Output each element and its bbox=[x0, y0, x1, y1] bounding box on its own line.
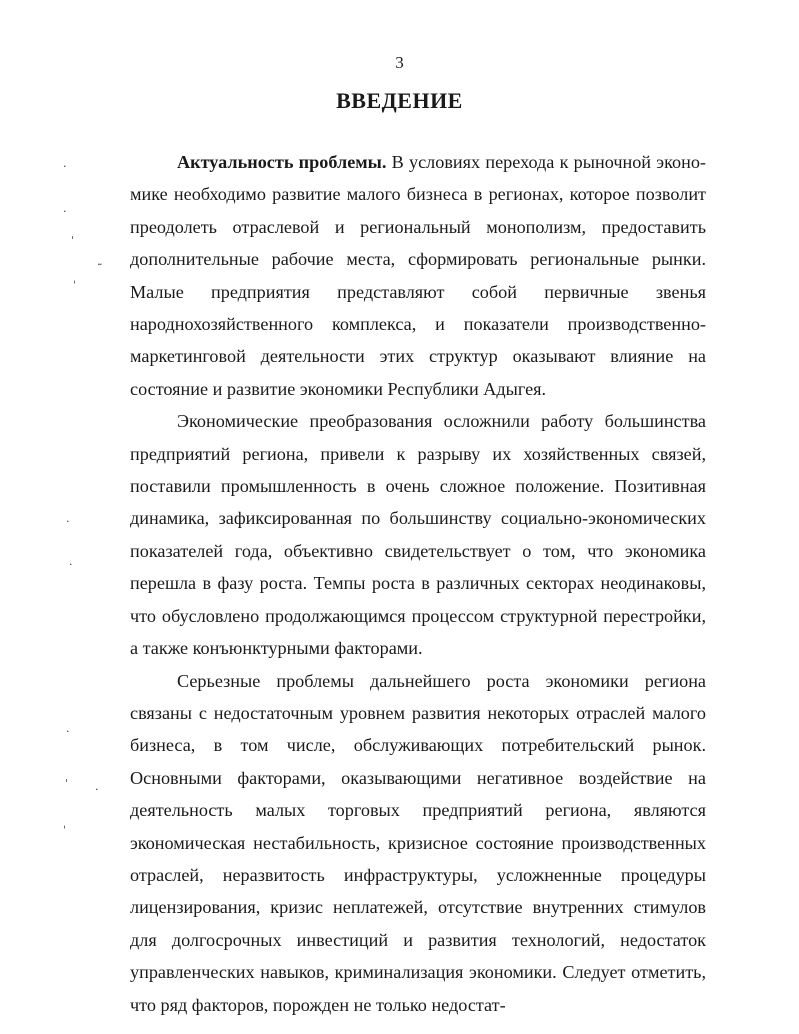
document-body bbox=[130, 146, 706, 1021]
page-title: ВВЕДЕНИЕ bbox=[336, 88, 463, 113]
paragraph-economic-reforms: Экономические преобразования осложнили работу большинства предприятий региона, привели к разрыву их хозяйственных связей, поставили промышленность в очень сложное положение. Позитивная динамика, зафиксированная по большинству социально-экономических показателей года, объективно свидетельствует о том, что экономика перешла в фазу роста. Темпы роста в различных секторах неодинаковы, что обусловлено продолжающимся процессом структурной перестройки, а также конъюнктурными факторами. bbox=[130, 411, 706, 659]
page-number: 3 bbox=[395, 53, 404, 72]
scan-speck: · bbox=[66, 725, 70, 738]
paragraph-relevance bbox=[130, 146, 706, 405]
paragraph-growth-problems: Серьезные проблемы дальнейшего роста экономики региона связаны с недостаточным уровнем развития некоторых отраслей малого бизнеса, в том числе, обслуживающих потребительский рынок. Основными факторами, оказывающими негативное воздействие на деятельность малых торговых предприятий региона, являются экономическая нестабильность, кризисное состояние производственных отраслей, неразвитость инфраструктуры, усложненные процедуры лицензирования, кризис неплатежей, отсутствие внутренних стимулов для долгосрочных инвестиций и развития технологий, недостаток управленческих навыков, криминализация экономики. Следует отметить, что ряд факторов, порожден не только недостат- bbox=[130, 670, 706, 1015]
scan-speck: · bbox=[66, 515, 70, 528]
scan-speck: ˜ bbox=[97, 262, 103, 275]
paragraph-lead: Актуальность проблемы. bbox=[177, 152, 387, 172]
scan-speck: ˌ bbox=[73, 272, 77, 285]
scan-speck: ˌ bbox=[63, 817, 67, 830]
scan-speck: · bbox=[63, 160, 67, 173]
scan-speck: ˈ bbox=[71, 234, 75, 247]
paragraph-text: В условиях перехода к рыночной экономике необходимо развитие малого бизнеса в регионах, которое позволит преодолеть отраслевой и региональный монополизм, предоставить дополнительные рабочие места, сформировать региональные рынки. Малые предприятия представляют собой первичные звенья народнохозяйственного комплекса, и показатели производственно-маркетинговой деятельности этих структур оказывают влияние на состояние и развитие экономики Республики Адыгея. bbox=[130, 152, 706, 399]
scan-speck: · bbox=[69, 558, 73, 571]
scan-speck: · bbox=[63, 205, 67, 218]
scan-speck: ˈ bbox=[65, 777, 69, 790]
scan-speck: · bbox=[95, 783, 99, 796]
